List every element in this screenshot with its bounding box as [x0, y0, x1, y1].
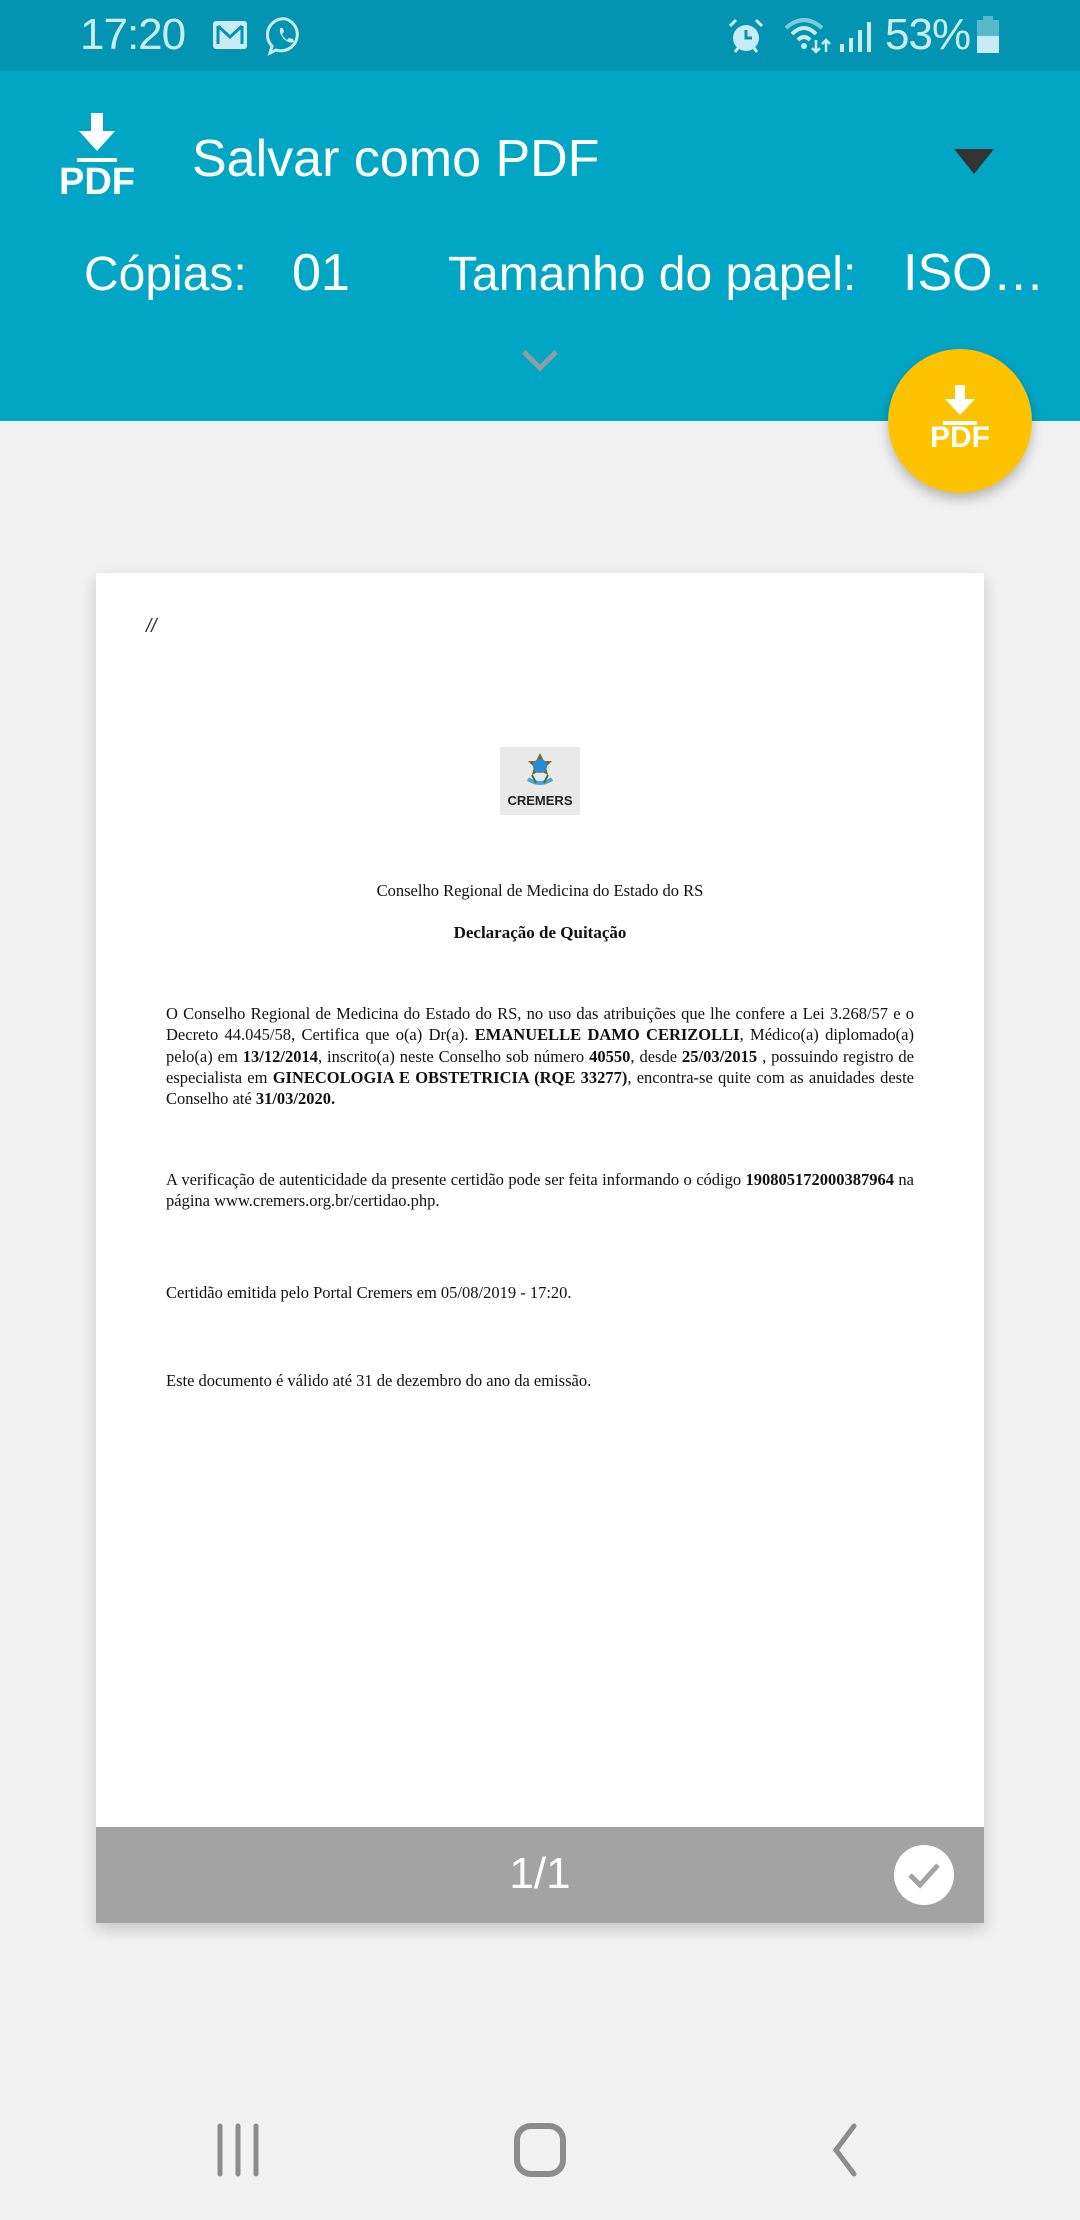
dropdown-arrow-icon[interactable]: [954, 149, 994, 174]
document-page: [96, 573, 984, 1827]
pdf-icon-label: PDF: [59, 161, 135, 203]
recents-icon[interactable]: [208, 2120, 268, 2180]
status-time: 17:20: [80, 10, 186, 59]
checkmark-icon: [894, 1845, 954, 1905]
status-bar: [0, 0, 1080, 71]
bold-text-run: GINECOLOGIA E OBSTETRICIA (RQE 33277): [272, 1067, 628, 1087]
battery-percent: 53%: [885, 10, 971, 59]
pdf-download-icon: [57, 111, 137, 201]
navigation-bar: [0, 2080, 1080, 2220]
text-run: , encontra-se quite com as anuidades deste Conselho até: [166, 1067, 914, 1109]
verification-paragraph: [166, 1169, 914, 1212]
validity-paragraph: Este documento é válido até 31 de dezembro do ano da emissão.: [166, 1371, 592, 1390]
bold-text-run: 13/12/2014: [242, 1046, 318, 1066]
signal-icon: [838, 20, 872, 54]
home-icon[interactable]: [510, 2120, 570, 2180]
back-icon[interactable]: [812, 2120, 872, 2180]
destination-selector[interactable]: Salvar como PDF: [192, 130, 600, 188]
whatsapp-icon: [266, 16, 306, 56]
bold-text-run: 31/03/2020.: [255, 1089, 336, 1109]
text-run: , possuindo registro de especialista em: [166, 1046, 914, 1087]
paper-size-label: Tamanho do papel:: [448, 248, 857, 301]
text-run: na página www.cremers.org.br/certidao.php.: [166, 1170, 914, 1211]
text-run: , desde: [630, 1046, 682, 1066]
text-run: , inscrito(a) neste Conselho sob número: [317, 1046, 590, 1066]
paper-size-value[interactable]: ISO…: [903, 244, 1045, 302]
text-run: O Conselho Regional de Medicina do Estado do RS, no uso das atribuições que lhe confere a Lei 3.268/57 e o Decreto 44.045/58, Certifica que o(a) Dr(a).: [166, 1004, 914, 1045]
alarm-icon: [726, 16, 766, 56]
page-select-checkbox[interactable]: [894, 1845, 954, 1905]
wifi-icon: [782, 14, 832, 56]
bold-text-run: 25/03/2015: [681, 1046, 758, 1066]
gmail-icon: [212, 20, 248, 50]
logo-text: CREMERS: [507, 793, 573, 808]
copies-value[interactable]: 01: [292, 244, 350, 302]
issued-paragraph: Certidão emitida pelo Portal Cremers em 05/08/2019 - 17:20.: [166, 1283, 572, 1302]
expand-chevron-icon[interactable]: [520, 346, 560, 376]
save-pdf-button[interactable]: [888, 349, 1032, 493]
top-marker: //: [146, 616, 157, 637]
text-run: , Médico(a) diplomado(a) pelo(a) em: [166, 1025, 914, 1066]
organization-name: Conselho Regional de Medicina do Estado do RS: [376, 881, 704, 900]
page-indicator: 1/1: [509, 1849, 571, 1898]
document-title: Declaração de Quitação: [453, 923, 627, 942]
fab-label: PDF: [930, 421, 990, 454]
bold-text-run: 40550: [589, 1046, 631, 1066]
page-preview[interactable]: [96, 573, 984, 1923]
page-footer: [96, 1827, 984, 1923]
copies-label: Cópias:: [84, 248, 247, 301]
certification-paragraph: [166, 1003, 914, 1109]
text-run: A verificação de autenticidade da presente certidão pode ser feita informando o código: [166, 1170, 746, 1189]
bold-text-run: EMANUELLE DAMO CERIZOLLI: [474, 1025, 740, 1045]
battery-icon: [976, 16, 1000, 54]
bold-text-run: 190805172000387964: [745, 1170, 895, 1189]
cremers-logo: [500, 747, 580, 815]
